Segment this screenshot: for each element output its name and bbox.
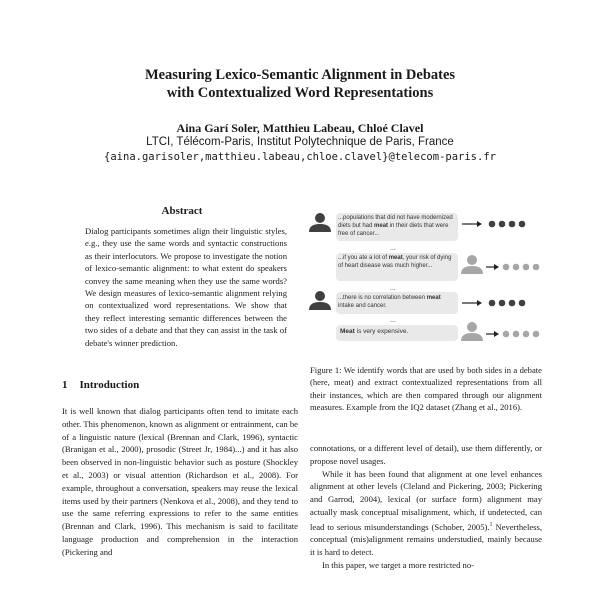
bubble-2-post: , your risk of dying of heart disease was much higher... [338,255,452,269]
embedding-vector-3 [489,300,526,307]
title-line-1: Measuring Lexico-Semantic Alignment in Debates [144,67,456,83]
bubble-1-post: in their diets that were free of cancer... [338,223,449,237]
arrow-1 [462,221,482,227]
abstract-text: Dialog participants sometimes align their linguistic styles, e.g., they use the same words and syntactic constructions as their interlocutors. We propose to investigate the notion of lexico-semantic alignment: to what extent do speakers convey the same meaning when they use the same words? We design measures of lexico-semantic alignment relying on contextualized word representations. We show that they reflect interesting semantic differences between the two sides of a debate and that they can assist in the task of debate's winner prediction. [85,226,287,348]
abstract-heading: Abstract [161,205,203,217]
bubble-2-pre: ...if you ate a lot of [338,255,389,261]
paragraph [310,468,542,559]
figure-1-caption: Figure 1: We identify words that are used by both sides in a debate (here, meat) and extract contextualized representations from all their instances, which are then compared through our alignment measures. Example from the IQ2 dataset (Zhang et al., 2016). [310,365,542,413]
bubble-1-keyword: meat [374,223,389,229]
affiliation: LTCI, Télécom-Paris, Institut Polytechnique de Paris, France [146,136,454,148]
figure-1 [306,212,542,360]
ellipsis-2: ... [390,285,396,292]
paragraph: In this paper, we target a more restricted no- [322,560,474,571]
authors: Aina Garí Soler, Matthieu Labeau, Chloé Clavel [176,121,424,135]
section-heading-introduction [62,379,139,391]
introduction-text: It is well known that dialog participants often tend to imitate each other. This phenomenon, known as alignment or entrainment, can be of a linguistic nature (lexical (Brennan and Clark, 1996), syntactic (Branigan et al., 2000), prosodic (Street Jr, 1984)...) and it has also been observed in non-linguistic behavior such as posture (Shockley et al., 2003) or visual attention (Richardson et al., 2008). For example, throughout a conversation, speakers may reuse the lexical items used by their partners (Nenkova et al., 2008), and they tend to use the same referring expressions to refer to the same entities (Brennan and Clark, 1996). This mechanism is said to facilitate language production and comprehension in the interaction (Pickering and [62,406,298,557]
title-line-2: with Contextualized Word Representations [166,85,434,101]
speaker-right-icon [461,322,483,341]
speech-bubble-2 [336,253,458,281]
arrow-3 [462,300,482,306]
speech-bubble-4 [336,325,458,341]
bubble-3-pre: ...there is no correlation between [338,295,427,301]
embedding-vector-4 [503,331,540,338]
section-title: Introduction [79,379,140,391]
bubble-3-keyword: meat [426,295,441,301]
bubble-2-keyword: meat [388,255,403,261]
bubble-3-post: intake and cancer. [338,303,387,309]
paper-title [0,66,600,102]
bubble-1-pre: ...populations that did not have modernized diets but had [338,215,453,229]
speaker-left-icon [309,213,331,232]
embedding-vector-2 [503,264,540,271]
bubble-4-keyword: Meat [340,328,355,335]
footnote-mark: 1 [489,521,493,528]
author-emails: {aina.garisoler,matthieu.labeau,chloe.clavel}@telecom-paris.fr [104,151,496,163]
paragraph-tail: Nevertheless, conceptual (mis)alignment remains understudied, mainly because it is hard to detect. [310,521,543,558]
paragraph: connotations, or a different level of detail), use them differently, or propose novel usages. [310,443,542,466]
paragraph-body: While it has been found that alignment at one level enhances alignment at other levels (Cleland and Pickering, 2003; Pickering and Garrod, 2004), lexical (or surface form) alignment may actually mask conceptual misalignment, which, if undetected, can lead to serious misunderstandings (Schober, 2005). [310,468,542,532]
speaker-right-icon [461,255,483,274]
right-column-text [310,442,542,572]
section-number: 1 [62,379,68,391]
ellipsis-1: ... [390,245,396,252]
speech-bubble-1 [336,213,458,241]
speech-bubble-3 [336,292,458,314]
speaker-left-icon [309,291,331,310]
arrow-4 [486,331,499,337]
embedding-vector-1 [489,221,526,228]
bubble-4-post: is very expensive. [354,328,409,335]
arrow-2 [486,264,499,270]
ellipsis-3: ... [390,317,396,324]
